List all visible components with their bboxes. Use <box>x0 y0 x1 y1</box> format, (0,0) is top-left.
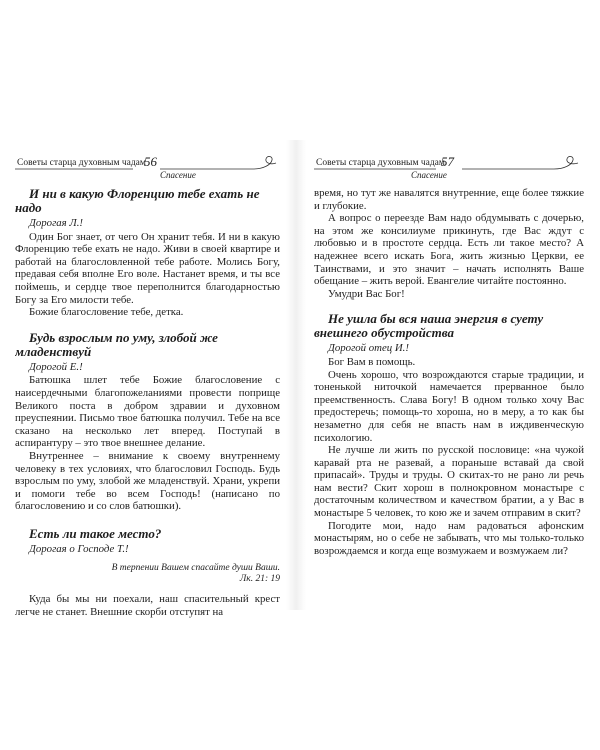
paragraph: Не лучше ли жить по русской пословице: «на чужой каравай рта не разевай, а пораньше вставай да свой припасай». Труды и труды. О скитах-то не рано ли речь нам вести? Скит хорош в полнокровном монастыре с достаточным количеством и качеством братии, а у Вас в монастыре 5 человек, то кою же и зачем отправим в скит? <box>314 444 584 520</box>
epigraph <box>15 563 280 585</box>
epigraph-text: В терпении Вашем спасайте души Ваши. <box>111 563 280 574</box>
paragraph: А вопрос о переезде Вам надо обдумывать с дочерью, на этом же консилиуме прикинуть, где Вас ждут с любовью и в простоте сердца. Есть ли такое место? А надежнее всего искать Бога, жить жизнью Церкви, ее Таинствами, и это значит – начать исполнять Ваше обещание – жить верой. Евангелие читайте постоянно. <box>314 212 584 288</box>
right-running-head <box>314 155 584 187</box>
left-page <box>15 155 280 625</box>
paragraph: Батюшка шлет тебе Божие благословение с наисердечными благопожеланиями провести поприще Великого поста в добром здравии и духовном преуспеянии. Письмо твое батюшка получил. Тебе на все сказано на несколько лет вперед. Поступай в аспирантуру – это твое внешнее делание. <box>15 374 280 450</box>
left-body <box>15 187 280 619</box>
epigraph-reference: Лк. 21: 19 <box>239 574 280 585</box>
paragraph: Куда бы мы ни поехали, наш спасительный крест легче не станет. Внешние скорби отступят на <box>15 593 280 619</box>
paragraph: Умудри Вас Бог! <box>328 287 405 300</box>
salutation: Дорогой Е.! <box>29 360 83 373</box>
right-body <box>314 187 584 557</box>
paragraph: Очень хорошо, что возрождаются старые традиции, и тоненькой ниточкой намечается прерванное было преемственность. Слава Богу! В одном только хочу Вас предостеречь; помощь-то хороша, но в меру, а то как бы незаметно для себя не впасть нам в иждивенческую психологию. <box>314 368 584 444</box>
section-heading: Есть ли такое место? <box>29 525 162 541</box>
paragraph: Внутреннее – внимание к своему внутреннему человеку в тех условиях, что благословил Господь. Будь взрослым по уму, злобой же младенствуй. Храни, укрепи и помоги тебе во всем Господь! (написано по благословению и со слов батюшки). <box>15 449 280 513</box>
section-heading: Не ушла бы вся наша энергия в суету внешнего обустройства <box>314 311 544 341</box>
salutation: Дорогой отец И.! <box>328 342 409 355</box>
running-head-title: Советы старца духовным чадам <box>17 158 146 168</box>
salutation: Дорогая Л.! <box>29 217 84 229</box>
running-head-title: Советы старца духовным чадам <box>316 158 445 168</box>
salutation: Дорогая о Господе Т.! <box>29 542 129 555</box>
left-running-head <box>15 155 280 187</box>
running-head-section: Спасение <box>411 170 447 180</box>
paragraph: Погодите мои, надо нам радоваться афонским монастырям, но о себе не забывать, что мы только-только возрождаемся и когда еще возмужаем и возмужаем ли? <box>314 519 584 557</box>
paragraph: Божие благословение тебе, детка. <box>29 306 184 319</box>
paragraph: время, но тут же навалятся внутренние, еще более тяжкие и глубокие. <box>314 187 584 212</box>
section-heading: Будь взрослым по уму, злобой же младенствуй <box>15 329 218 359</box>
page-number: 56 <box>144 155 157 169</box>
gutter-shadow <box>286 140 306 610</box>
page-number: 57 <box>441 155 454 169</box>
running-head-section: Спасение <box>160 170 196 180</box>
paragraph: Один Бог знает, от чего Он хранит тебя. И ни в какую Флоренцию тебе ехать не надо. Живи в своей квартире и работай на благословленной тебе работе. Молись Богу, предавая себя вполне Его воле. Настанет время, и ты все поймешь, и сердце твое переполнится благодарностью Богу за Его милости тебе. <box>15 230 280 306</box>
right-page <box>314 155 584 625</box>
paragraph: Бог Вам в помощь. <box>328 355 416 368</box>
section-heading: И ни в какую Флоренцию тебе ехать не надо <box>15 186 260 215</box>
